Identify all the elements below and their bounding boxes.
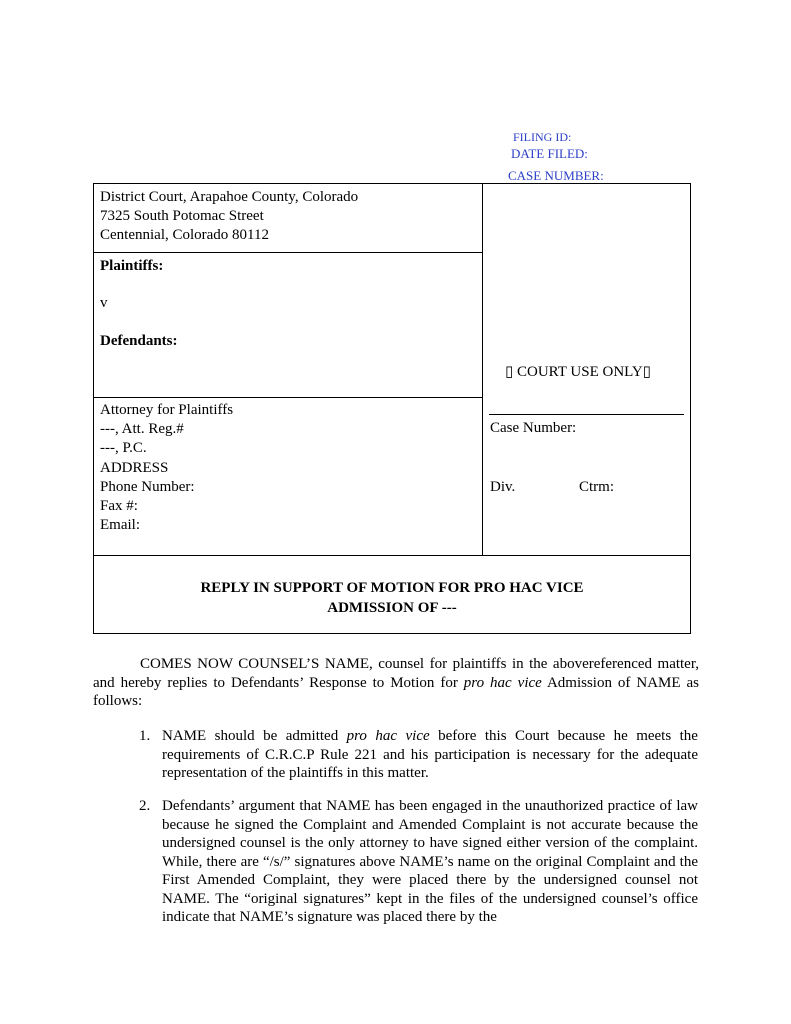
attorney-address: ADDRESS [100,459,169,476]
attorney-email: Email: [100,517,140,534]
intro-text-italic: pro hac vice [463,674,542,691]
title-line-2: ADMISSION OF --- [327,600,457,616]
defendants-label: Defendants: [100,333,178,349]
courtroom-label: Ctrm: [579,479,615,495]
intro-text-a: COMES NOW COUNSEL’S NAME, counsel for plaintiffs in the abovereferenced matter, and hereby replies to Defendants’ Response to Motion for [93,656,699,691]
title-line-1: REPLY IN SUPPORT OF MOTION FOR PRO HAC VICE [200,580,584,596]
division-label: Div. [490,479,516,495]
intro-paragraph [93,655,699,711]
attorney-phone: Phone Number: [100,478,195,495]
court-use-block [483,184,690,555]
case-caption-box [93,183,691,634]
item1-text-a: NAME should be admitted [162,728,347,744]
attorney-firm: ---, P.C. [100,440,147,457]
case-number-label: Case Number: [490,420,577,436]
parties-block [94,253,483,398]
date-filed-label: DATE FILED: [511,146,588,161]
document-title [94,555,690,633]
court-block [94,184,483,253]
list-item-text [162,727,698,783]
intro-text-b: Admission of NAME as follows: [93,674,699,709]
court-city: Centennial, Colorado 80112 [100,227,269,243]
list-item-number: 2. [139,798,151,814]
court-use-only-label: ▯ COURT USE ONLY▯ [505,364,651,380]
attorney-reg: ---, Att. Reg.# [100,421,184,438]
attorney-block [94,398,483,555]
list-item-number: 1. [139,728,151,744]
case-number-stamp-label: CASE NUMBER: [508,168,604,183]
attorney-role: Attorney for Plaintiffs [100,402,234,418]
list-item-text: Defendants’ argument that NAME has been engaged in the unauthorized practice of law because he signed the Complaint and Amended Complaint is not accurate because the undersigned counsel is the only attorney to have signed either version of the complaint. While, there are “/s/” signatures above NAME’s name on the original Complaint and the First Amended Complaint, they were placed there by the undersigned counsel not NAME. The “original signatures” kept in the files of the undersigned counsel’s office indicate that NAME’s signature was placed there by the [162,798,698,925]
versus-label: v [100,295,108,311]
court-street: 7325 South Potomac Street [100,208,264,224]
item1-text-italic: pro hac vice [346,728,430,744]
item1-text-b: before this Court because he meets the requirements of C.R.C.P Rule 221 and his participation is necessary for the adequate representation of the plaintiffs in this matter. [162,728,698,781]
attorney-fax: Fax #: [100,498,138,515]
filing-id-label: FILING ID: [513,130,572,144]
court-name: District Court, Arapahoe County, Colorado [100,189,359,205]
divider-line [489,414,684,415]
plaintiffs-label: Plaintiffs: [100,258,164,274]
